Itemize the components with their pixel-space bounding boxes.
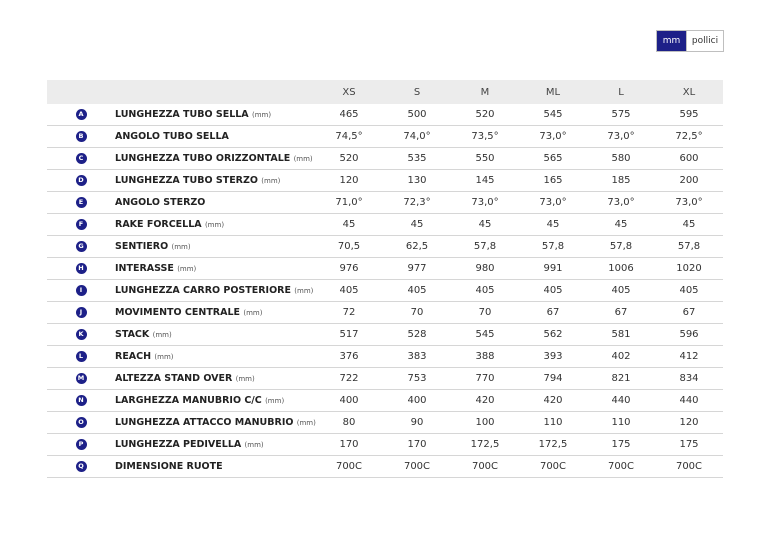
letter-cell bbox=[47, 412, 115, 434]
measurement-name: LARGHEZZA MANUBRIO C/C bbox=[115, 395, 262, 406]
value-cell: 722 bbox=[315, 368, 383, 390]
letter-cell bbox=[47, 214, 115, 236]
letter-cell bbox=[47, 126, 115, 148]
value-cell: 405 bbox=[519, 280, 587, 302]
measurement-name-cell bbox=[115, 456, 315, 478]
value-cell: 388 bbox=[451, 346, 519, 368]
value-cell: 753 bbox=[383, 368, 451, 390]
measurement-unit: (mm) bbox=[296, 419, 316, 427]
measurement-unit: (mm) bbox=[243, 309, 263, 317]
value-cell: 700C bbox=[315, 456, 383, 478]
value-cell: 45 bbox=[451, 214, 519, 236]
measurement-name: LUNGHEZZA TUBO STERZO bbox=[115, 175, 258, 186]
measurement-name: LUNGHEZZA PEDIVELLA bbox=[115, 439, 242, 450]
measurement-name-cell bbox=[115, 214, 315, 236]
value-cell: 980 bbox=[451, 258, 519, 280]
value-cell: 57,8 bbox=[519, 236, 587, 258]
measurement-name-cell bbox=[115, 170, 315, 192]
letter-cell bbox=[47, 346, 115, 368]
letter-cell bbox=[47, 302, 115, 324]
table-row bbox=[47, 214, 723, 236]
size-header: M bbox=[451, 80, 519, 104]
value-cell: 600 bbox=[655, 148, 723, 170]
measurement-letter-badge: P bbox=[76, 439, 87, 450]
value-cell: 73,0° bbox=[451, 192, 519, 214]
measurement-name: LUNGHEZZA CARRO POSTERIORE bbox=[115, 285, 291, 296]
value-cell: 57,8 bbox=[655, 236, 723, 258]
value-cell: 991 bbox=[519, 258, 587, 280]
value-cell: 405 bbox=[655, 280, 723, 302]
value-cell: 383 bbox=[383, 346, 451, 368]
measurement-unit: (mm) bbox=[294, 287, 314, 295]
value-cell: 596 bbox=[655, 324, 723, 346]
table-row bbox=[47, 148, 723, 170]
measurement-name-cell bbox=[115, 346, 315, 368]
size-header: S bbox=[383, 80, 451, 104]
value-cell: 110 bbox=[587, 412, 655, 434]
measurement-letter-badge: G bbox=[76, 241, 87, 252]
value-cell: 45 bbox=[383, 214, 451, 236]
table-header-row bbox=[47, 80, 723, 104]
measurement-name: STACK bbox=[115, 329, 150, 340]
value-cell: 976 bbox=[315, 258, 383, 280]
value-cell: 528 bbox=[383, 324, 451, 346]
value-cell: 977 bbox=[383, 258, 451, 280]
measurement-name-cell bbox=[115, 412, 315, 434]
value-cell: 700C bbox=[587, 456, 655, 478]
value-cell: 70,5 bbox=[315, 236, 383, 258]
value-cell: 700C bbox=[451, 456, 519, 478]
measurement-unit: (mm) bbox=[265, 397, 285, 405]
value-cell: 1006 bbox=[587, 258, 655, 280]
table-row bbox=[47, 390, 723, 412]
table-row bbox=[47, 412, 723, 434]
measurement-unit: (mm) bbox=[177, 265, 197, 273]
value-cell: 500 bbox=[383, 104, 451, 126]
value-cell: 700C bbox=[519, 456, 587, 478]
measurement-name: SENTIERO bbox=[115, 241, 169, 252]
size-header: XS bbox=[315, 80, 383, 104]
value-cell: 74,0° bbox=[383, 126, 451, 148]
value-cell: 405 bbox=[451, 280, 519, 302]
value-cell: 562 bbox=[519, 324, 587, 346]
size-header: XL bbox=[655, 80, 723, 104]
value-cell: 402 bbox=[587, 346, 655, 368]
measurement-letter-badge: J bbox=[76, 307, 87, 318]
value-cell: 170 bbox=[315, 434, 383, 456]
measurement-unit: (mm) bbox=[261, 177, 281, 185]
table-row bbox=[47, 302, 723, 324]
measurement-letter-badge: H bbox=[76, 263, 87, 274]
value-cell: 565 bbox=[519, 148, 587, 170]
value-cell: 412 bbox=[655, 346, 723, 368]
measurement-unit: (mm) bbox=[204, 221, 225, 229]
table-row bbox=[47, 192, 723, 214]
value-cell: 45 bbox=[587, 214, 655, 236]
value-cell: 72 bbox=[315, 302, 383, 324]
measurement-name-cell bbox=[115, 280, 315, 302]
value-cell: 700C bbox=[383, 456, 451, 478]
measurement-letter-badge: B bbox=[76, 131, 87, 142]
letter-cell bbox=[47, 280, 115, 302]
letter-cell bbox=[47, 148, 115, 170]
letter-cell bbox=[47, 236, 115, 258]
measurement-letter-badge: D bbox=[76, 175, 87, 186]
value-cell: 420 bbox=[519, 390, 587, 412]
value-cell: 405 bbox=[587, 280, 655, 302]
table-row bbox=[47, 104, 723, 126]
letter-cell bbox=[47, 192, 115, 214]
value-cell: 72,3° bbox=[383, 192, 451, 214]
value-cell: 74,5° bbox=[315, 126, 383, 148]
measurement-unit: (mm) bbox=[293, 155, 313, 163]
value-cell: 45 bbox=[519, 214, 587, 236]
value-cell: 575 bbox=[587, 104, 655, 126]
measurement-name: REACH bbox=[115, 351, 152, 362]
value-cell: 400 bbox=[315, 390, 383, 412]
value-cell: 67 bbox=[587, 302, 655, 324]
value-cell: 175 bbox=[655, 434, 723, 456]
letter-cell bbox=[47, 170, 115, 192]
table-row bbox=[47, 258, 723, 280]
letter-cell bbox=[47, 368, 115, 390]
value-cell: 73,0° bbox=[655, 192, 723, 214]
measurement-name: LUNGHEZZA ATTACCO MANUBRIO bbox=[115, 417, 294, 428]
value-cell: 72,5° bbox=[655, 126, 723, 148]
measurement-name-cell bbox=[115, 324, 315, 346]
measurement-name: ANGOLO TUBO SELLA bbox=[115, 131, 229, 142]
value-cell: 67 bbox=[655, 302, 723, 324]
measurement-name-cell bbox=[115, 302, 315, 324]
value-cell: 57,8 bbox=[451, 236, 519, 258]
measurement-letter-badge: O bbox=[76, 417, 87, 428]
table-row bbox=[47, 236, 723, 258]
value-cell: 581 bbox=[587, 324, 655, 346]
unit-mm-button[interactable]: mm bbox=[657, 31, 686, 51]
value-cell: 405 bbox=[383, 280, 451, 302]
value-cell: 175 bbox=[587, 434, 655, 456]
measurement-letter-badge: K bbox=[76, 329, 87, 340]
measurement-name-cell bbox=[115, 368, 315, 390]
value-cell: 465 bbox=[315, 104, 383, 126]
value-cell: 70 bbox=[383, 302, 451, 324]
value-cell: 172,5 bbox=[451, 434, 519, 456]
value-cell: 73,0° bbox=[519, 192, 587, 214]
value-cell: 80 bbox=[315, 412, 383, 434]
value-cell: 770 bbox=[451, 368, 519, 390]
value-cell: 200 bbox=[655, 170, 723, 192]
value-cell: 700C bbox=[655, 456, 723, 478]
measurement-name-cell bbox=[115, 236, 315, 258]
measurement-unit: (mm) bbox=[244, 441, 264, 449]
value-cell: 62,5 bbox=[383, 236, 451, 258]
table-row bbox=[47, 346, 723, 368]
value-cell: 376 bbox=[315, 346, 383, 368]
value-cell: 420 bbox=[451, 390, 519, 412]
value-cell: 535 bbox=[383, 148, 451, 170]
value-cell: 145 bbox=[451, 170, 519, 192]
table-row bbox=[47, 456, 723, 478]
letter-cell bbox=[47, 390, 115, 412]
measurement-name: DIMENSIONE RUOTE bbox=[115, 461, 223, 472]
measurement-letter-badge: E bbox=[76, 197, 87, 208]
value-cell: 400 bbox=[383, 390, 451, 412]
value-cell: 73,0° bbox=[587, 126, 655, 148]
unit-inch-button[interactable]: pollici bbox=[686, 31, 723, 51]
measurement-letter-badge: L bbox=[76, 351, 87, 362]
value-cell: 545 bbox=[451, 324, 519, 346]
value-cell: 130 bbox=[383, 170, 451, 192]
measurement-name: INTERASSE bbox=[115, 263, 174, 274]
measurement-unit: (mm) bbox=[154, 353, 174, 361]
measurement-name-cell bbox=[115, 104, 315, 126]
value-cell: 73,0° bbox=[519, 126, 587, 148]
value-cell: 100 bbox=[451, 412, 519, 434]
value-cell: 550 bbox=[451, 148, 519, 170]
header-name bbox=[115, 80, 315, 104]
measurement-name-cell bbox=[115, 434, 315, 456]
unit-toggle bbox=[656, 30, 724, 52]
value-cell: 595 bbox=[655, 104, 723, 126]
measurement-name: MOVIMENTO CENTRALE bbox=[115, 307, 241, 318]
measurement-letter-badge: Q bbox=[76, 461, 87, 472]
measurement-name-cell bbox=[115, 126, 315, 148]
value-cell: 110 bbox=[519, 412, 587, 434]
measurement-letter-badge: F bbox=[76, 219, 87, 230]
letter-cell bbox=[47, 258, 115, 280]
measurement-name-cell bbox=[115, 390, 315, 412]
measurement-name: RAKE FORCELLA bbox=[115, 219, 202, 230]
value-cell: 45 bbox=[655, 214, 723, 236]
measurement-unit: (mm) bbox=[235, 375, 255, 383]
table-row bbox=[47, 280, 723, 302]
value-cell: 170 bbox=[383, 434, 451, 456]
value-cell: 90 bbox=[383, 412, 451, 434]
table-row bbox=[47, 324, 723, 346]
measurement-name: LUNGHEZZA TUBO SELLA bbox=[115, 109, 249, 120]
size-header: ML bbox=[519, 80, 587, 104]
measurement-letter-badge: A bbox=[76, 109, 87, 120]
measurement-name-cell bbox=[115, 258, 315, 280]
size-header: L bbox=[587, 80, 655, 104]
table-row bbox=[47, 434, 723, 456]
value-cell: 440 bbox=[655, 390, 723, 412]
measurement-unit: (mm) bbox=[171, 243, 191, 251]
value-cell: 545 bbox=[519, 104, 587, 126]
measurement-name-cell bbox=[115, 148, 315, 170]
value-cell: 185 bbox=[587, 170, 655, 192]
value-cell: 1020 bbox=[655, 258, 723, 280]
value-cell: 393 bbox=[519, 346, 587, 368]
value-cell: 165 bbox=[519, 170, 587, 192]
measurement-name: ALTEZZA STAND OVER bbox=[115, 373, 233, 384]
value-cell: 45 bbox=[315, 214, 383, 236]
value-cell: 834 bbox=[655, 368, 723, 390]
value-cell: 821 bbox=[587, 368, 655, 390]
value-cell: 71,0° bbox=[315, 192, 383, 214]
table-row bbox=[47, 170, 723, 192]
value-cell: 57,8 bbox=[587, 236, 655, 258]
value-cell: 120 bbox=[655, 412, 723, 434]
measurement-unit: (mm) bbox=[251, 111, 272, 119]
value-cell: 70 bbox=[451, 302, 519, 324]
measurement-letter-badge: C bbox=[76, 153, 87, 164]
value-cell: 67 bbox=[519, 302, 587, 324]
table-row bbox=[47, 126, 723, 148]
geometry-table bbox=[47, 80, 723, 478]
measurement-name: ANGOLO STERZO bbox=[115, 197, 206, 208]
value-cell: 794 bbox=[519, 368, 587, 390]
value-cell: 73,0° bbox=[587, 192, 655, 214]
measurement-name-cell bbox=[115, 192, 315, 214]
value-cell: 520 bbox=[451, 104, 519, 126]
measurement-letter-badge: N bbox=[76, 395, 87, 406]
header-letter bbox=[47, 80, 115, 104]
value-cell: 440 bbox=[587, 390, 655, 412]
value-cell: 520 bbox=[315, 148, 383, 170]
measurement-letter-badge: M bbox=[76, 373, 87, 384]
value-cell: 73,5° bbox=[451, 126, 519, 148]
value-cell: 172,5 bbox=[519, 434, 587, 456]
letter-cell bbox=[47, 324, 115, 346]
value-cell: 120 bbox=[315, 170, 383, 192]
table-body bbox=[47, 104, 723, 478]
measurement-name: LUNGHEZZA TUBO ORIZZONTALE bbox=[115, 153, 291, 164]
letter-cell bbox=[47, 104, 115, 126]
letter-cell bbox=[47, 434, 115, 456]
value-cell: 517 bbox=[315, 324, 383, 346]
measurement-unit: (mm) bbox=[152, 331, 172, 339]
value-cell: 580 bbox=[587, 148, 655, 170]
measurement-letter-badge: I bbox=[76, 285, 87, 296]
value-cell: 405 bbox=[315, 280, 383, 302]
table-row bbox=[47, 368, 723, 390]
letter-cell bbox=[47, 456, 115, 478]
